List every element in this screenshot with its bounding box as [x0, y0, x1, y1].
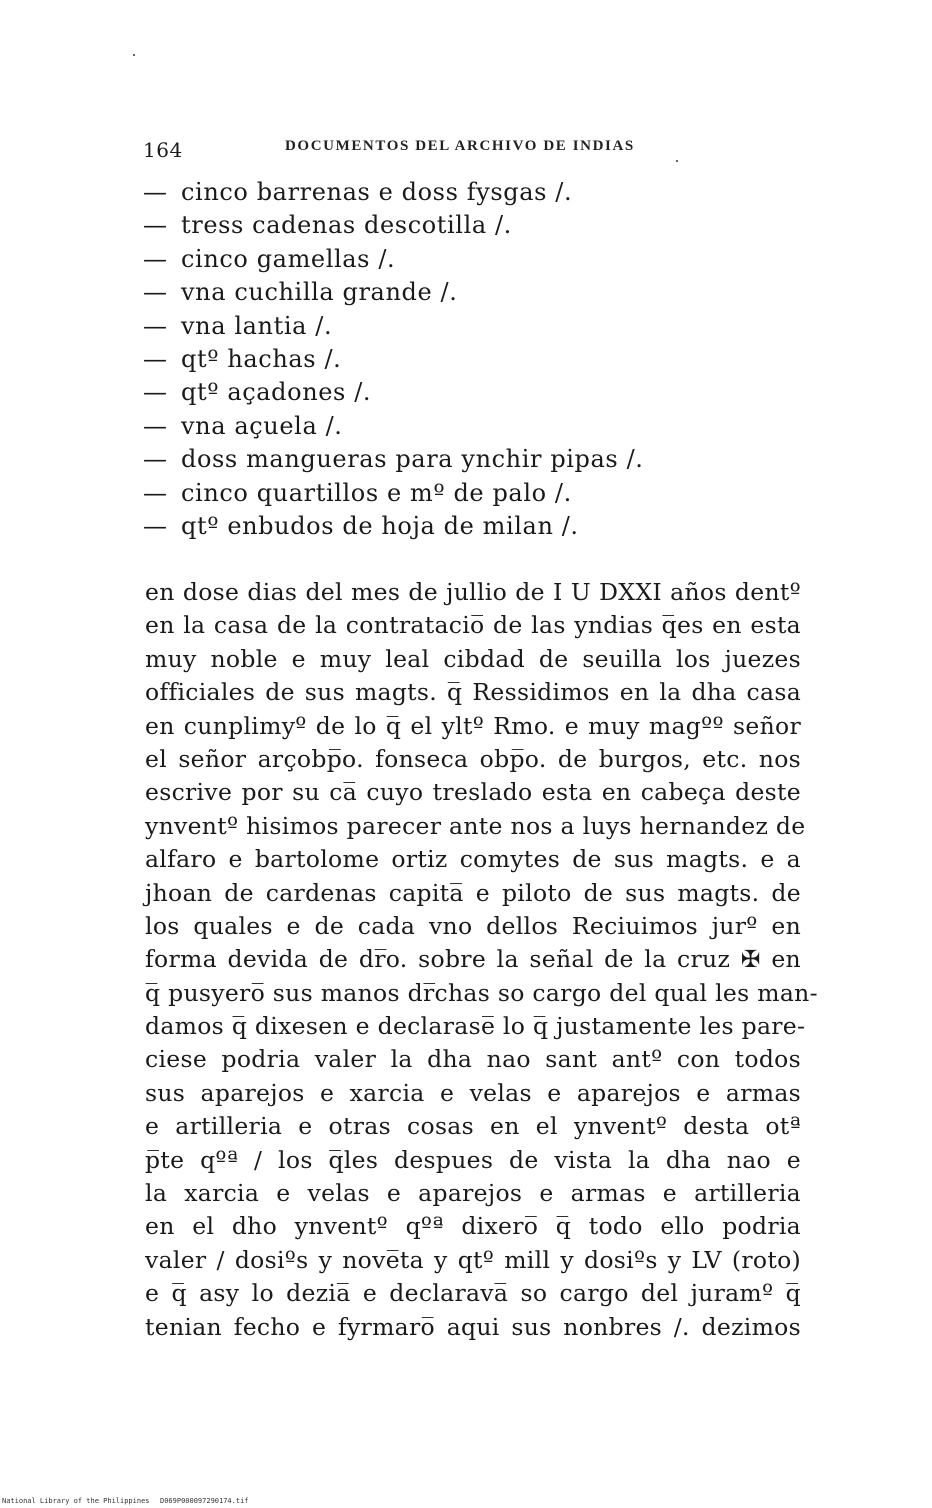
dash-marker: —: [143, 311, 168, 340]
inventory-item-text: cinco quartillos e mº de palo /.: [181, 478, 572, 507]
inventory-item-text: qtº hachas /.: [181, 344, 342, 373]
dash-marker: —: [143, 378, 168, 407]
paragraph-line: el señor arçobp̅o. fonseca obp̅o. de burgos, etc. nos: [145, 744, 801, 773]
dash-marker: —: [143, 411, 168, 440]
inventory-list: [143, 176, 783, 543]
paragraph-line: q̅ pusyero̅ sus manos dr̅chas so cargo del qual les man-: [145, 978, 818, 1007]
paragraph-line: e artilleria e otras cosas en el ynventº desta otª: [145, 1112, 801, 1141]
inventory-item: [143, 443, 783, 476]
body-paragraph: [145, 576, 818, 1344]
inventory-item-text: tress cadenas descotilla /.: [181, 211, 512, 240]
dash-marker: —: [143, 178, 168, 206]
paragraph-line: forma devida de dr̅o. sobre la señal de la cruz ✠ en: [145, 945, 801, 974]
paragraph-line: jhoan de cardenas capita̅ e piloto de sus magts. de: [145, 878, 801, 907]
print-speck: [133, 54, 135, 56]
paragraph-line: p̅te qºª / los q̅les despues de vista la dha nao e: [145, 1145, 801, 1174]
paragraph-line: ynventº hisimos parecer ante nos a luys hernandez de: [145, 811, 806, 840]
paragraph-line: e q̅ asy lo dezia̅ e declarava̅ so cargo del juramº q̅: [145, 1279, 801, 1308]
scan-footer-filename: D069P000097290174.tif: [160, 1497, 249, 1505]
inventory-item-text: doss mangueras para ynchir pipas /.: [181, 445, 644, 474]
inventory-item: [143, 510, 783, 543]
paragraph-line: muy noble e muy leal cibdad de seuilla los juezes: [145, 644, 801, 673]
inventory-item: [143, 209, 783, 242]
inventory-item-text: qtº enbudos de hoja de milan /.: [181, 511, 579, 540]
paragraph-line: tenian fecho e fyrmaro̅ aqui sus nonbres /. dezimos: [145, 1312, 801, 1341]
inventory-item-text: qtº açadones /.: [181, 378, 372, 407]
paragraph-line: la xarcia e velas e aparejos e armas e artilleria: [145, 1179, 801, 1208]
dash-marker: —: [143, 244, 168, 273]
inventory-item: [143, 243, 783, 276]
dash-marker: —: [143, 478, 168, 507]
paragraph-line: en el dho ynventº qºª dixero̅ q̅ todo ello podria: [145, 1212, 801, 1241]
dash-marker: —: [143, 211, 168, 240]
inventory-item: [143, 343, 783, 376]
paragraph-line: en cunplimyº de lo q̅ el yltº Rmo. e muy magºº señor: [145, 711, 801, 740]
dash-marker: —: [143, 344, 168, 373]
dash-marker: —: [143, 445, 168, 474]
inventory-item-text: vna lantia /.: [181, 311, 333, 340]
paragraph-line: alfaro e bartolome ortiz comytes de sus magts. e a: [145, 845, 801, 874]
dash-marker: —: [143, 278, 168, 307]
paragraph-line: officiales de sus magts. q̅ Ressidimos en la dha casa: [145, 678, 801, 707]
dash-marker: —: [143, 511, 168, 540]
inventory-item: [143, 376, 783, 409]
scan-footer-library: National Library of the Philippines: [2, 1497, 150, 1505]
paragraph-line: valer / dosiºs y nove̅ta y qtº mill y dosiºs y LV (roto): [145, 1245, 801, 1274]
inventory-item: [143, 410, 783, 443]
inventory-item-text: cinco barrenas e doss fysgas /.: [181, 178, 573, 206]
inventory-item: [143, 276, 783, 309]
inventory-item-text: vna cuchilla grande /.: [181, 278, 458, 307]
paragraph-line: ciese podria valer la dha nao sant antº con todos: [145, 1045, 801, 1074]
paragraph-line: en la casa de la contratacio̅ de las yndias q̅es en esta: [145, 611, 801, 640]
paragraph-line: damos q̅ dixesen e declarase̅ lo q̅ justamente les pare-: [145, 1012, 806, 1041]
paragraph-line: los quales e de cada vno dellos Reciuimos jurº en: [145, 911, 801, 940]
paragraph-line: sus aparejos e xarcia e velas e aparejos e armas: [145, 1078, 801, 1107]
page-number: 164: [143, 138, 183, 162]
running-title: DOCUMENTOS DEL ARCHIVO DE INDIAS: [285, 138, 635, 154]
inventory-item-text: cinco gamellas /.: [181, 244, 396, 273]
inventory-item: [143, 176, 783, 209]
paragraph-line: en dose dias del mes de jullio de I U DXXI años dentº: [145, 578, 801, 606]
inventory-item: [143, 477, 783, 510]
print-speck: [676, 160, 678, 162]
inventory-item-text: vna açuela /.: [181, 411, 343, 440]
inventory-item: [143, 310, 783, 343]
paragraph-line: escrive por su ca̅ cuyo treslado esta en cabeça deste: [145, 778, 801, 807]
page-header: [143, 134, 663, 164]
